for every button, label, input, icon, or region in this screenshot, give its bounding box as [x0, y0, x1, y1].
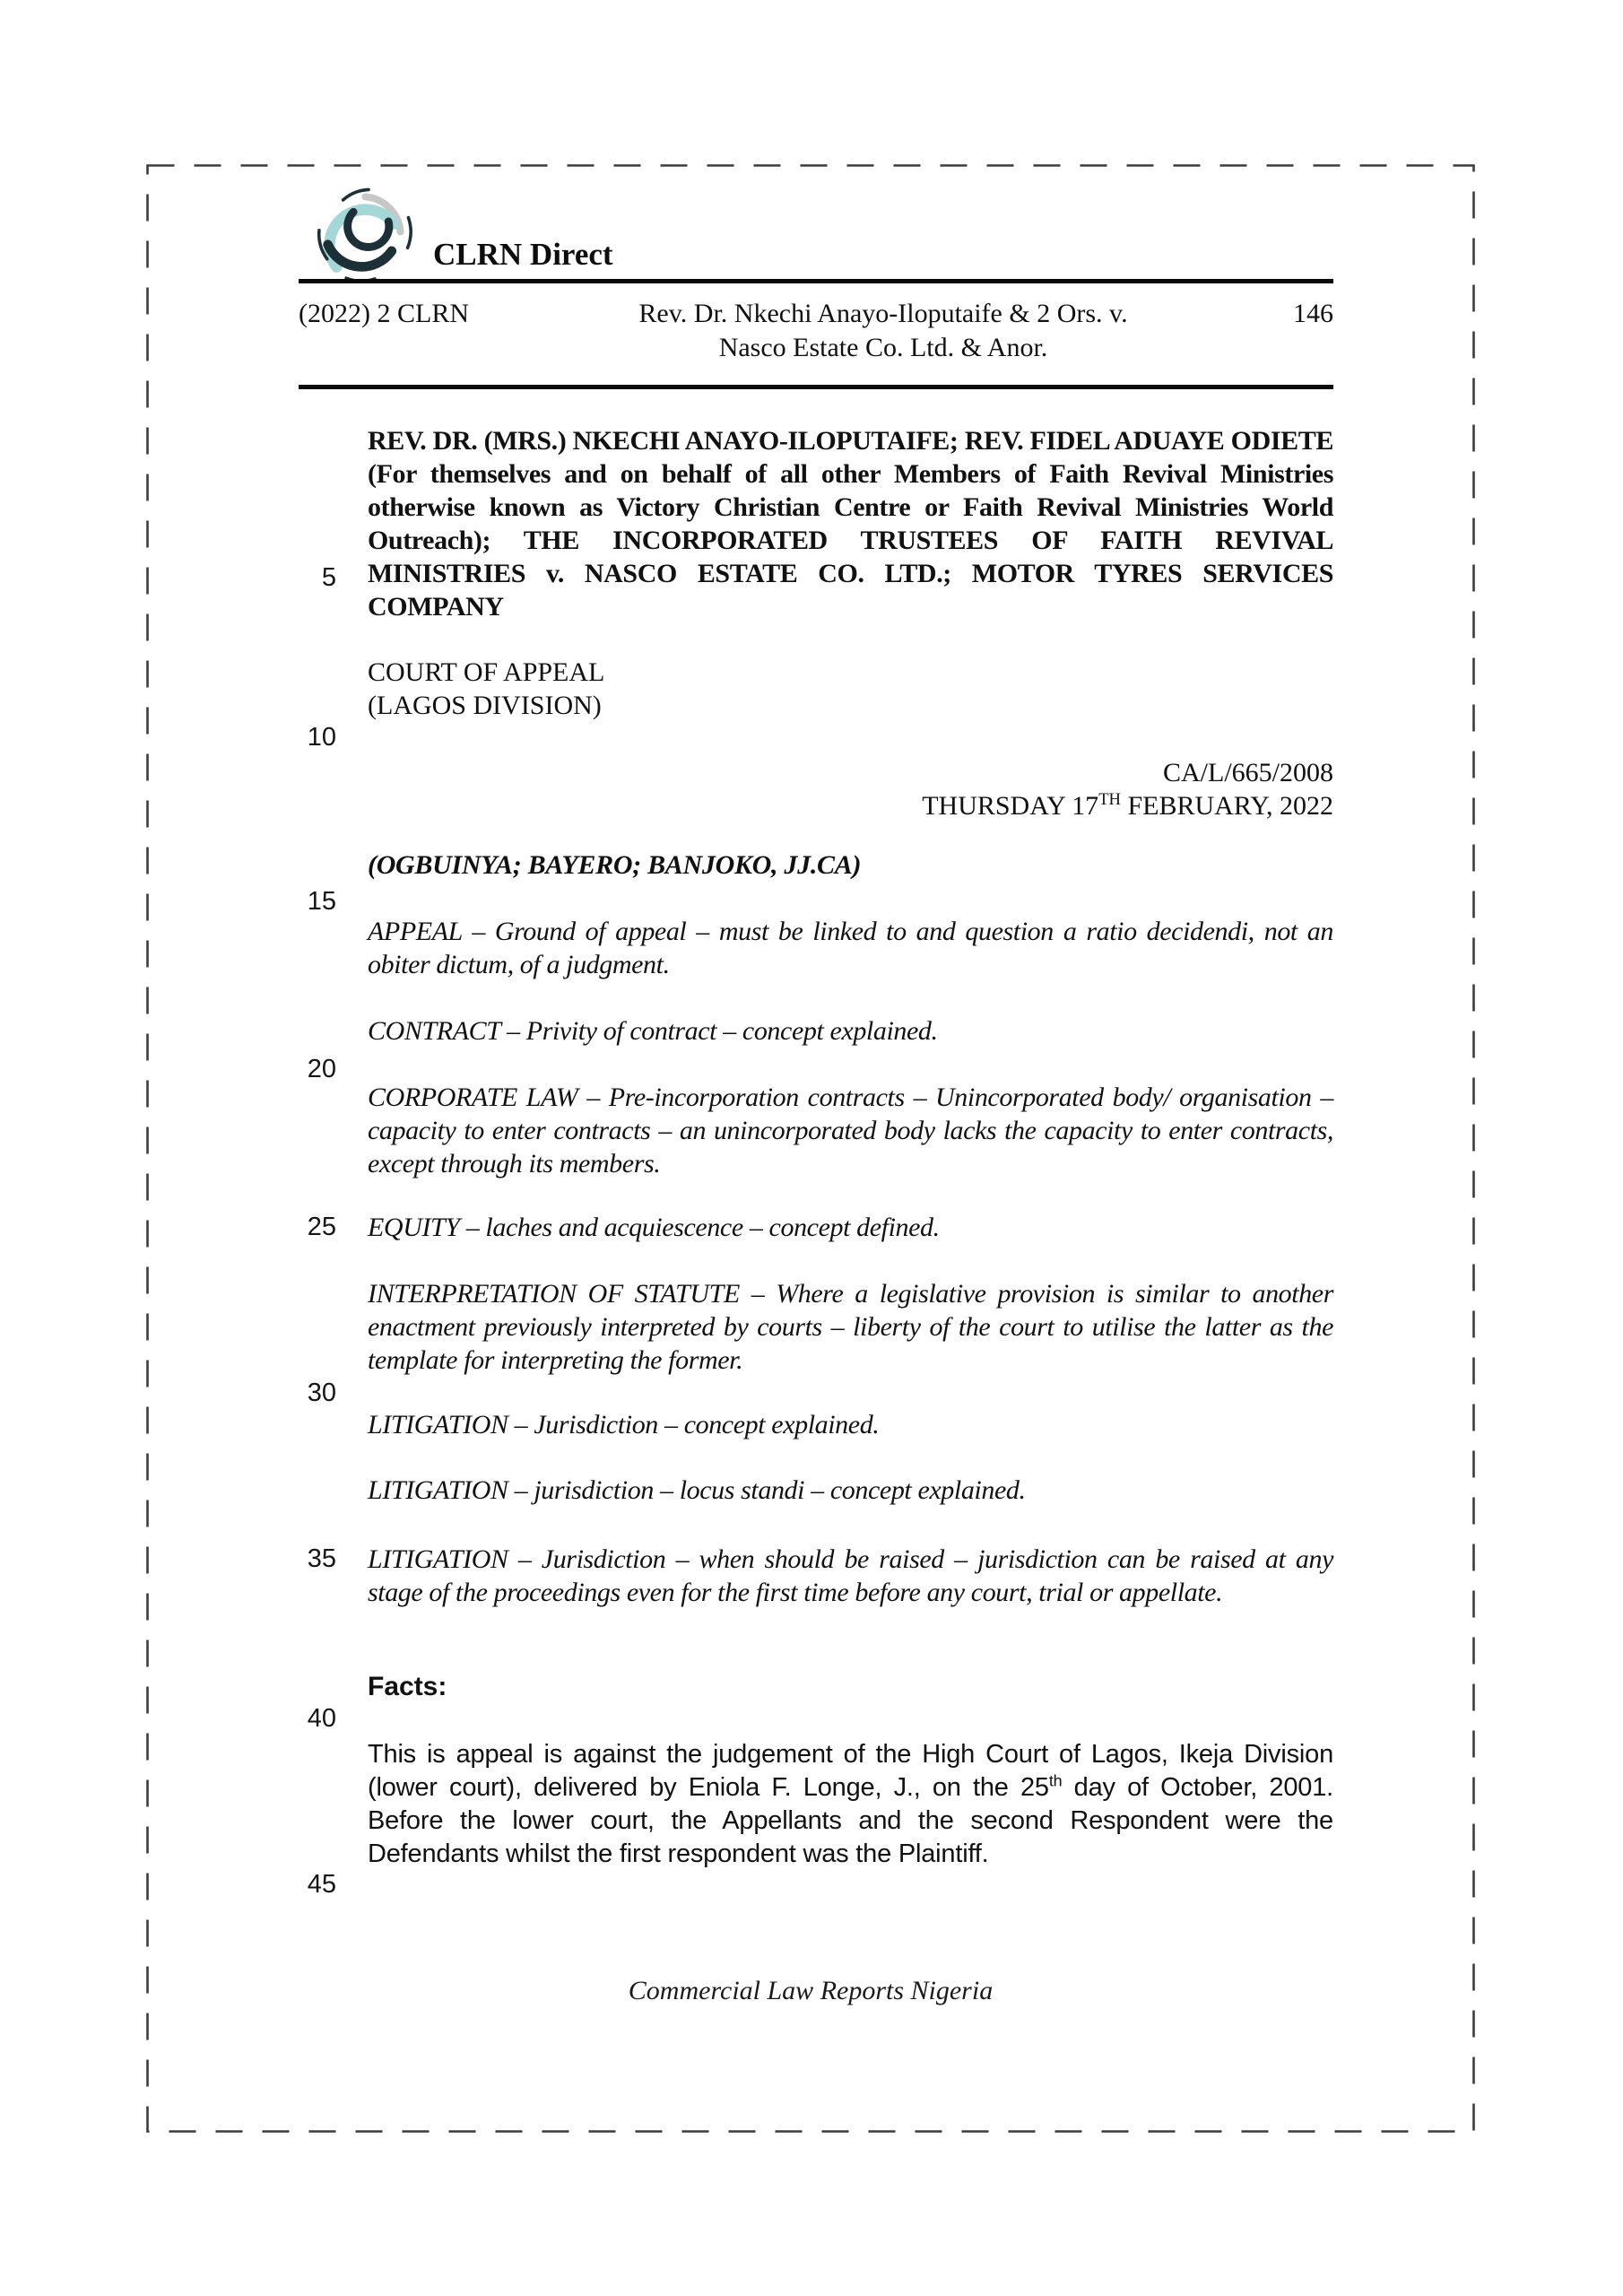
- suit-number: CA/L/665/2008: [1162, 758, 1333, 787]
- line-number: 40: [307, 1704, 336, 1733]
- running-header: [299, 297, 1333, 365]
- facts-paragraph: [368, 1738, 1333, 1871]
- decision-date-ordinal: TH: [1098, 790, 1121, 809]
- facts-date-ordinal: th: [1048, 1771, 1063, 1790]
- line-number: 20: [307, 1055, 336, 1083]
- coram-judges: (OGBUINYA; BAYERO; BANJOKO, JJ.CA): [368, 850, 862, 880]
- headnote-interpretation: INTERPRETATION OF STATUTE – Where a legislative provision is similar to another enactment previously interpreted by courts – liberty of the court to utilise the latter as the template for interpreting the former.: [368, 1279, 1333, 1375]
- facts-heading: Facts:: [368, 1672, 447, 1701]
- running-case-title-line1: Rev. Dr. Nkechi Anayo-Iloputaife & 2 Ors. v.: [638, 299, 1128, 328]
- line-number: 5: [321, 563, 336, 592]
- line-number: 10: [307, 723, 336, 752]
- court-block: [368, 656, 1333, 722]
- facts-text-part1: This is appeal is against the judgement of the High Court of Lagos, Ikeja Division (lower court), delivered by Eniola F. Longe, J., on the 25: [368, 1740, 1333, 1802]
- headnote-equity: EQUITY – laches and acquiescence – concept defined.: [368, 1213, 940, 1242]
- volume-citation: (2022) 2 CLRN: [299, 299, 469, 328]
- headnote-corporate-law: CORPORATE LAW – Pre-incorporation contracts – Unincorporated body/ organisation – capacity to enter contracts – an unincorporated body lacks the capacity to enter contracts, except through its members.: [368, 1083, 1333, 1178]
- headnote-litigation-2: LITIGATION – jurisdiction – locus standi – concept explained.: [368, 1475, 1026, 1505]
- headnote-contract: CONTRACT – Privity of contract – concept explained.: [368, 1016, 938, 1046]
- header-rule-top: [299, 279, 1333, 283]
- line-number: 35: [307, 1544, 336, 1573]
- decision-date-prefix: THURSDAY 17: [922, 791, 1099, 821]
- line-number: 30: [307, 1378, 336, 1407]
- court-division: (LAGOS DIVISION): [368, 691, 602, 720]
- case-parties: REV. DR. (MRS.) NKECHI ANAYO-ILOPUTAIFE; REV. FIDEL ADUAYE ODIETE (For themselves and on behalf of all other Members of Faith Revival Ministries otherwise known as Victory Christian Centre or Faith Revival Ministries World Outreach); THE INCORPORATED TRUSTEES OF FAITH REVIVAL MINISTRIES v. NASCO ESTATE CO. LTD.; MOTOR TYRES SERVICES COMPANY: [368, 426, 1333, 622]
- running-case-title: [496, 297, 1271, 365]
- line-number: 45: [307, 1870, 336, 1899]
- running-case-title-line2: Nasco Estate Co. Ltd. & Anor.: [718, 333, 1048, 362]
- headnote-appeal: APPEAL – Ground of appeal – must be linked to and question a ratio decidendi, not an obiter dictum, of a judgment.: [368, 917, 1333, 979]
- court-name: COURT OF APPEAL: [368, 657, 605, 687]
- facts-text-part2: day of October, 2001. Before the lower court, the Appellants and the second Respondent were the Defendants whilst the first respondent was the Plaintiff.: [368, 1773, 1333, 1868]
- clrn-logo-icon: [311, 182, 419, 290]
- headnote-litigation-1: LITIGATION – Jurisdiction – concept explained.: [368, 1410, 880, 1439]
- decision-date-suffix: FEBRUARY, 2022: [1120, 791, 1333, 821]
- page-number: 146: [1293, 299, 1333, 328]
- header-rule-bottom: [299, 385, 1333, 389]
- headnote-litigation-3: LITIGATION – Jurisdiction – when should be raised – jurisdiction can be raised at any stage of the proceedings even for the first time before any court, trial or appellate.: [368, 1544, 1333, 1607]
- line-number: 25: [307, 1213, 336, 1241]
- footer-imprint: Commercial Law Reports Nigeria: [628, 1976, 994, 2005]
- line-number: 15: [307, 887, 336, 916]
- decision-date: [299, 789, 1333, 822]
- brand-title: CLRN Direct: [433, 237, 613, 272]
